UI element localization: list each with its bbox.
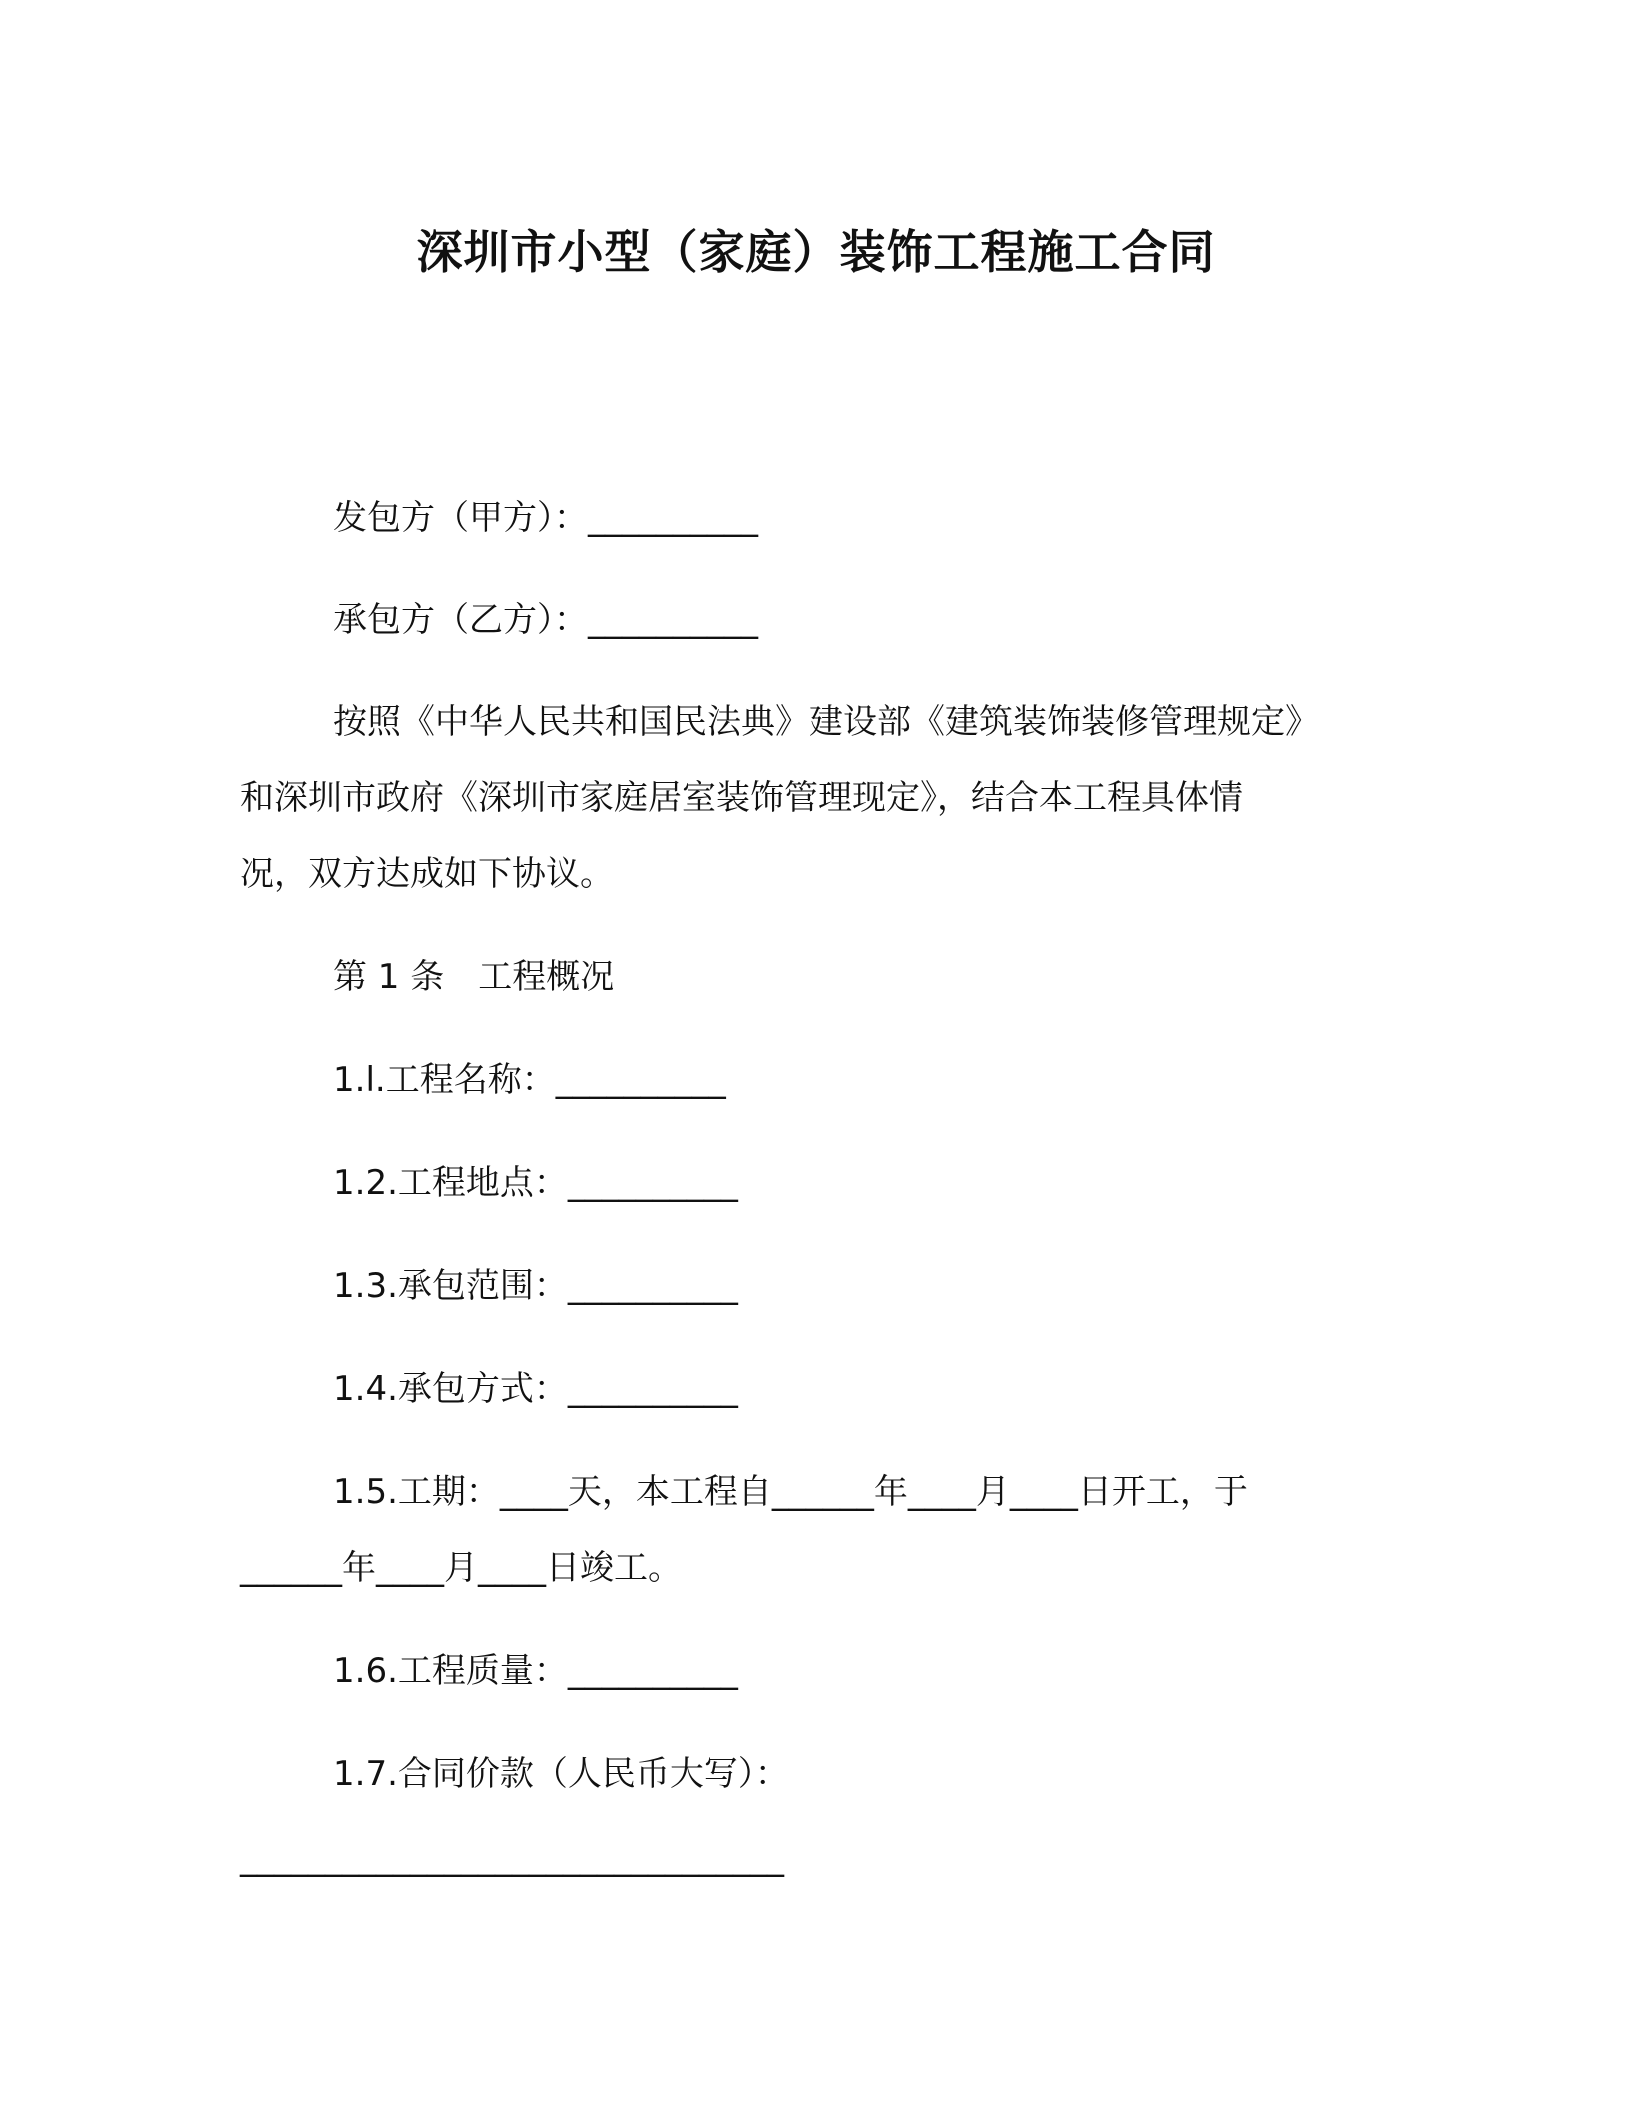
item-1-1: 1.l.工程名称：__________ — [333, 1060, 726, 1100]
preamble-line-3: 况，双方达成如下协议。 — [240, 854, 614, 894]
article-1-heading: 第 1 条 工程概况 — [333, 957, 615, 997]
item-1-3: 1.3.承包范围：__________ — [333, 1266, 738, 1306]
item-1-6: 1.6.工程质量：__________ — [333, 1651, 738, 1691]
document-title: 深圳市小型（家庭）装饰工程施工合同 — [416, 225, 1216, 279]
item-1-5-line-1: 1.5.工期：____天，本工程自______年____月____日开工，于 — [333, 1472, 1248, 1512]
item-1-7-blank: ________________________________ — [240, 1838, 784, 1878]
item-1-5-line-2: ______年____月____日竣工。 — [240, 1548, 682, 1588]
preamble-line-2: 和深圳市政府《深圳市家庭居室装饰管理现定》，结合本工程具体情 — [240, 778, 1243, 818]
item-1-4: 1.4.承包方式：__________ — [333, 1369, 738, 1409]
party-a-line: 发包方（甲方）：__________ — [333, 498, 758, 538]
preamble-line-1: 按照《中华人民共和国民法典》建设部《建筑装饰装修管理规定》 — [333, 702, 1319, 742]
item-1-7: 1.7.合同价款（人民币大写）： — [333, 1754, 789, 1794]
item-1-2: 1.2.工程地点：__________ — [333, 1163, 738, 1203]
party-b-line: 承包方（乙方）：__________ — [333, 600, 758, 640]
